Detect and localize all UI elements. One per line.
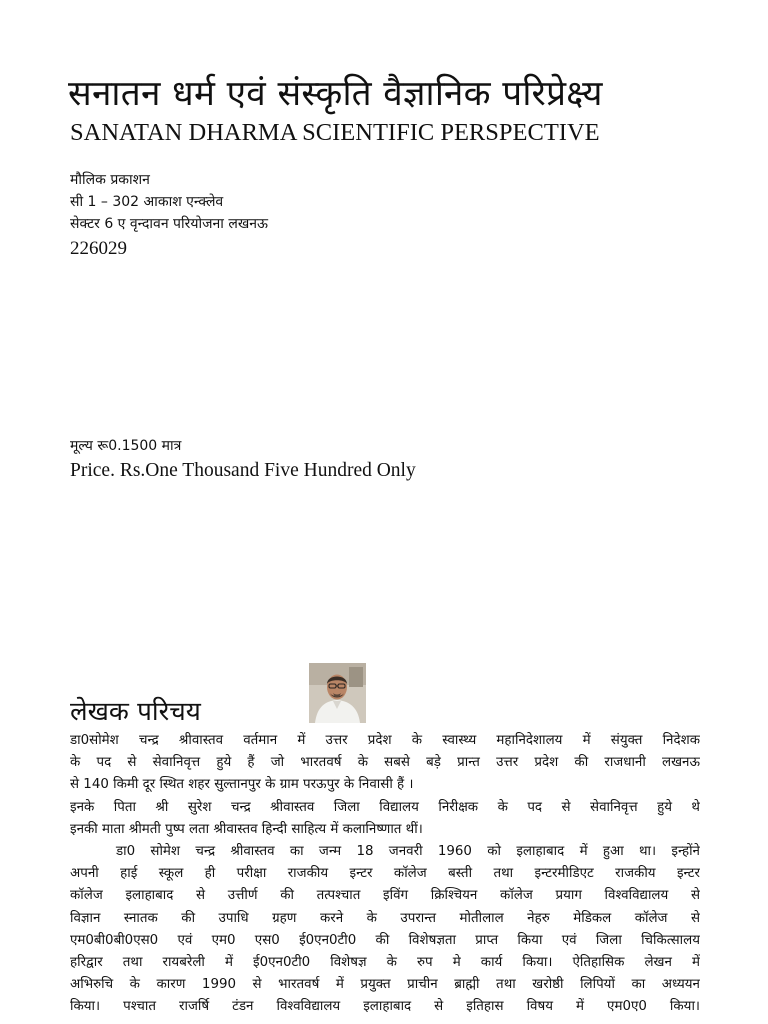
price-hindi: मूल्य रू0.1500 मात्र: [70, 438, 182, 454]
bio-line: इनके पिता श्री सुरेश चन्द्र श्रीवास्तव जिला विद्यालय निरीक्षक के पद से सेवानिवृत्त हुये थे: [70, 799, 700, 815]
bio-line: किया। पश्चात राजर्षि टंडन विश्वविद्यालय इलाहाबाद से इतिहास विषय में एम0ए0 किया।: [70, 999, 700, 1015]
publisher-pincode: 226029: [70, 238, 127, 259]
publisher-name: मौलिक प्रकाशन: [70, 172, 150, 188]
bio-line: डा0 सोमेश चन्द्र श्रीवास्तव का जन्म 18 जनवरी 1960 को इलाहाबाद में हुआ था। इन्होंने: [70, 844, 700, 860]
price-english: Price. Rs.One Thousand Five Hundred Only: [70, 460, 416, 481]
bio-line: कॉलेज इलाहाबाद से उत्तीर्ण की तत्पश्चात इविंग क्रिश्चियन कॉलेज प्रयाग विश्वविद्यालय से: [70, 888, 700, 904]
bio-line: विज्ञान स्नातक की उपाधि ग्रहण करने के उपरान्त मोतीलाल नेहरु मेडिकल कॉलेज से: [70, 910, 700, 926]
publisher-address-line-2: सेक्टर 6 ए वृन्दावन परियोजना लखनऊ: [70, 216, 269, 232]
author-biography: [70, 730, 700, 1019]
bio-line: एम0बी0बी0एस0 एवं एम0 एस0 ई0एन0टी0 की विशेषज्ञता प्राप्त किया एवं जिला चिकित्सालय: [70, 932, 700, 948]
author-photo: [309, 663, 366, 723]
bio-line: इनकी माता श्रीमती पुष्प लता श्रीवास्तव हिन्दी साहित्य में कलानिष्णात थीं।: [70, 821, 423, 837]
publisher-address: [70, 169, 268, 235]
bio-line: से 140 किमी दूर स्थित शहर सुल्तानपुर के ग्राम परऊपुर के निवासी हैं ।: [70, 777, 414, 793]
bio-line: डा0सोमेश चन्द्र श्रीवास्तव वर्तमान में उत्तर प्रदेश के स्वास्थ्य महानिदेशालय में संयुक्त निदेशक: [70, 733, 700, 748]
bio-line: हरिद्वार तथा रायबरेली में ई0एन0टी0 विशेषज्ञ के रुप मे कार्य किया। ऐतिहासिक लेखन में: [70, 955, 700, 971]
book-title-hindi: सनातन धर्म एवं संस्कृति वैज्ञानिक परिप्रेक्ष्य: [68, 74, 603, 114]
author-intro-heading: लेखक परिचय: [70, 697, 201, 727]
bio-line: अभिरुचि के कारण 1990 से भारतवर्ष में प्रयुक्त प्राचीन ब्राह्मी तथा खरोष्ठी लिपियों का अध्ययन: [70, 977, 700, 993]
publisher-address-line-1: सी 1 – 302 आकाश एन्क्लेव: [70, 194, 224, 210]
book-title-english: SANATAN DHARMA SCIENTIFIC PERSPECTIVE: [70, 119, 600, 146]
author-portrait-icon: [309, 663, 366, 723]
bio-line: के पद से सेवानिवृत्त हुये हैं जो भारतवर्ष के सबसे बड़े प्रान्त उत्तर प्रदेश की राजधानी लखनऊ: [70, 755, 700, 771]
bio-line: अपनी हाई स्कूल ही परीक्षा राजकीय इन्टर कॉलेज बस्ती तथा इन्टरमीडिएट राजकीय इन्टर: [70, 866, 700, 882]
